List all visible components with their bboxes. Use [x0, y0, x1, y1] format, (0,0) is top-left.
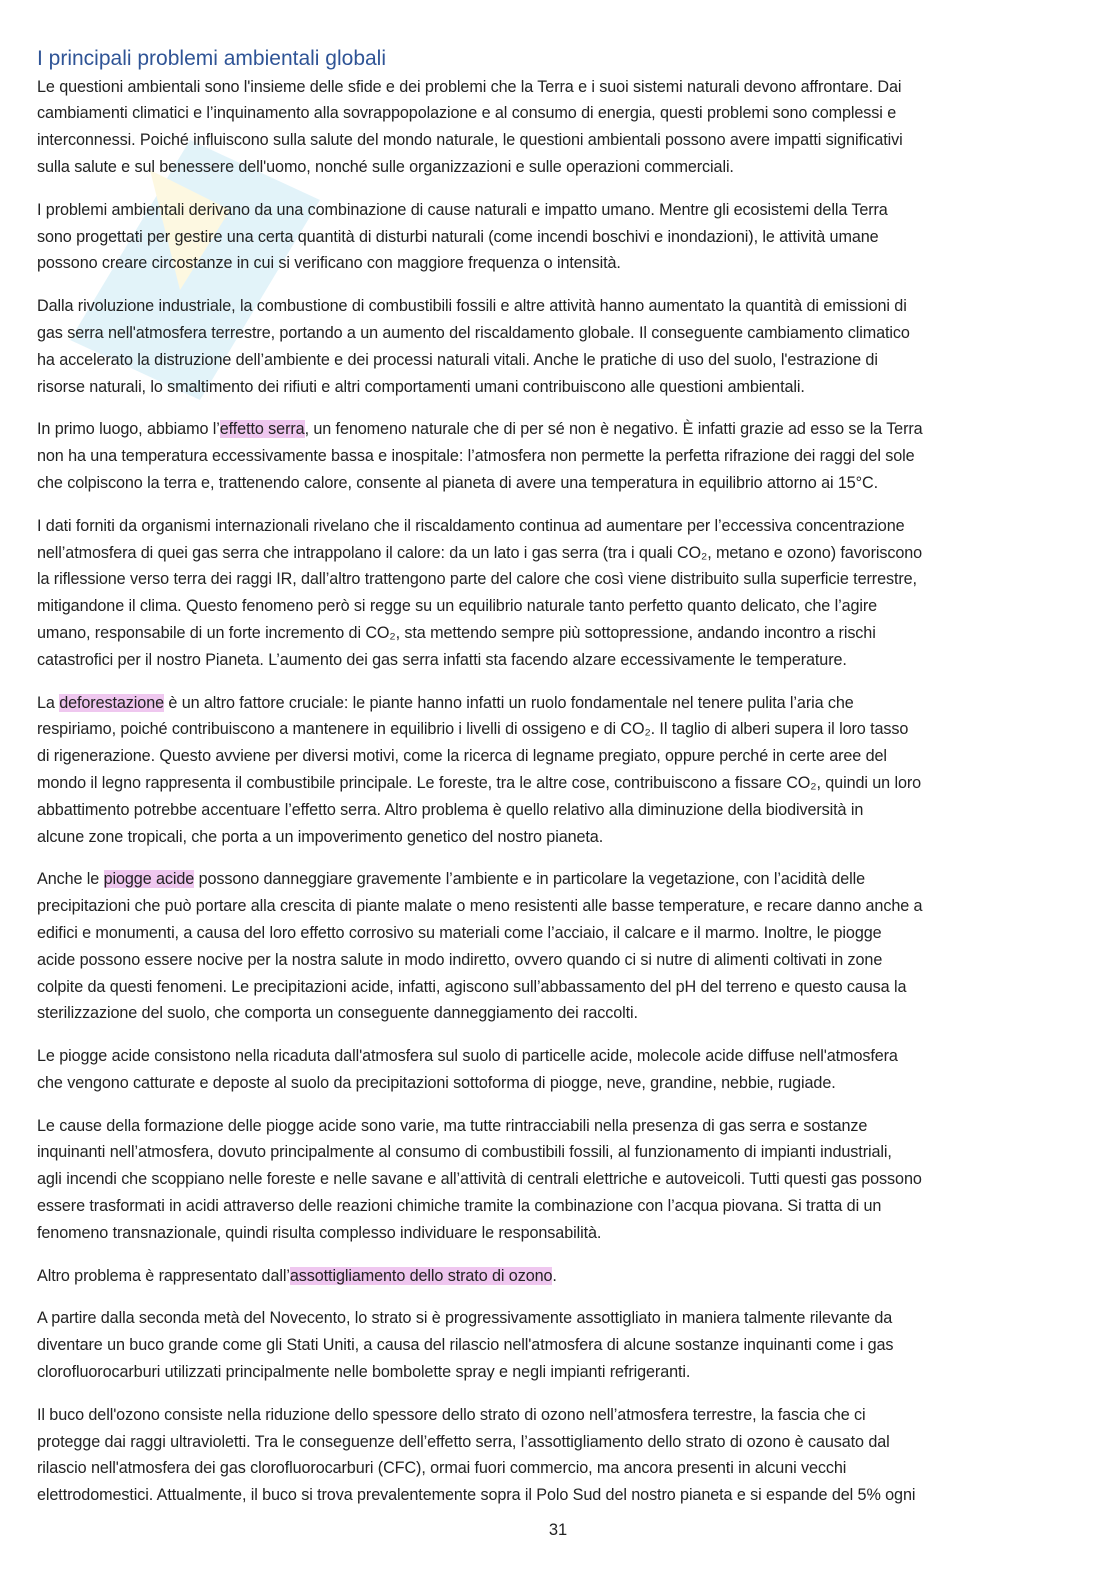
section-title: I principali problemi ambientali globali — [37, 47, 387, 70]
highlighted-term: piogge acide — [103, 870, 195, 889]
text-segment: , un fenomeno naturale che di per sé non è negativo. È infatti grazie ad esso se la Terra — [304, 420, 923, 439]
text-line: che colpiscono la terra e, trattenendo calore, consente al pianeta di avere una temperatura in equilibrio attorno ai 15°C. — [37, 473, 879, 492]
highlighted-term: deforestazione — [59, 693, 164, 712]
text-line: mitigandone il clima. Questo fenomeno però si regge su un equilibrio naturale tanto perfetto quanto delicato, che l’agire — [37, 597, 878, 616]
text-line: la riflessione verso terra dei raggi IR, dall’altro trattengono parte del calore che così viene distribuito sulla superficie terrestre, — [37, 570, 917, 589]
text-line — [37, 866, 1082, 893]
text-line: colpite da questi fenomeni. Le precipitazioni acide, infatti, agiscono sull’abbassamento del pH del terreno e questo causa la — [37, 977, 907, 996]
text-line: elettrodomestici. Attualmente, il buco si trova prevalentemente sopra il Polo Sud del nostro pianeta e si espande del 5% ogni — [37, 1486, 916, 1505]
paragraph — [37, 1402, 1082, 1509]
text-line: di rigenerazione. Questo avviene per diversi motivi, come la ricerca di legname pregiato, oppure perché in certe aree del — [37, 747, 887, 766]
paragraph — [37, 1305, 1082, 1385]
text-line: cambiamenti climatici e l’inquinamento alla sovrappopolazione e al consumo di energia, questi problemi sono complessi e — [37, 104, 897, 123]
text-line: ha accelerato la distruzione dell’ambiente e dei processi naturali vitali. Anche le pratiche di uso del suolo, l'estrazione di — [37, 350, 878, 369]
text-line: abbattimento potrebbe accentuare l’effetto serra. Altro problema è quello relativo alla diminuzione della biodiversità in — [37, 800, 864, 819]
text-line: I dati forniti da organismi internazionali rivelano che il riscaldamento continua ad aumentare per l’eccessiva concentrazione — [37, 516, 905, 535]
text-line: diventare un buco grande come gli Stati Uniti, a causa del rilascio nell'atmosfera di alcune sostanze inquinanti come i gas — [37, 1336, 894, 1355]
text-line: protegge dai raggi ultravioletti. Tra le conseguenze dell’effetto serra, l’assottigliamento dello strato di ozono è causato dal — [37, 1432, 890, 1451]
text-line: essere trasformati in acidi attraverso delle reazioni chimiche tramite la combinazione con l’acqua piovana. Si tratta di un — [37, 1197, 882, 1216]
text-line: nell’atmosfera di quei gas serra che intrappolano il calore: da un lato i gas serra (tra i quali CO₂, metano e ozono) favoriscono — [37, 543, 923, 562]
text-line: Le questioni ambientali sono l'insieme delle sfide e dei problemi che la Terra e i suoi sistemi naturali devono affrontare. Dai — [37, 77, 902, 96]
text-line: alcune zone tropicali, che porta a un impoverimento genetico del nostro pianeta. — [37, 827, 604, 846]
text-line: che vengono catturate e deposte al suolo da precipitazioni sottoforma di piogge, neve, grandine, nebbie, rugiade. — [37, 1073, 836, 1092]
text-line: mondo il legno rappresenta il combustibile principale. Le foreste, tra le altre cose, contribuiscono a fissare CO₂, quindi un loro — [37, 773, 922, 792]
text-line: sulla salute e sul benessere dell'uomo, nonché sulle organizzazioni e sulle operazioni commerciali. — [37, 157, 734, 176]
text-line: fenomeno transnazionale, quindi risulta complesso individuare le responsabilità. — [37, 1223, 602, 1242]
text-line: respiriamo, poiché contribuiscono a mantenere in equilibrio i livelli di ossigeno e di CO₂. Il taglio di alberi supera il loro tasso — [37, 720, 909, 739]
text-segment: è un altro fattore cruciale: le piante hanno infatti un ruolo fondamentale nel tenere pulita l’aria che — [164, 693, 854, 712]
text-line: acide possono essere nocive per la nostra salute in modo indiretto, ovvero quando ci si nutre di alimenti coltivati in zone — [37, 950, 883, 969]
paragraph — [37, 866, 1082, 1027]
text-line: edifici e monumenti, a causa del loro effetto corrosivo su materiali come l’acciaio, il calcare e il marmo. Inoltre, le piogge — [37, 923, 882, 942]
text-line: Dalla rivoluzione industriale, la combustione di combustibili fossili e altre attività hanno aumentato la quantità di emissioni di — [37, 297, 907, 316]
highlighted-term: effetto serra — [219, 420, 305, 439]
text-line: risorse naturali, lo smaltimento dei rifiuti e altri comportamenti umani contribuiscono alle questioni ambientali. — [37, 377, 805, 396]
text-line: Il buco dell'ozono consiste nella riduzione dello spessore dello strato di ozono nell’atmosfera terrestre, la fascia che ci — [37, 1405, 866, 1424]
text-segment: Anche le — [37, 870, 104, 889]
text-line — [37, 1263, 1082, 1290]
paragraph — [37, 416, 1082, 496]
text-line: Le cause della formazione delle piogge acide sono varie, ma tutte rintracciabili nella presenza di gas serra e sostanze — [37, 1116, 868, 1135]
highlighted-term: assottigliamento dello strato di ozono — [289, 1266, 553, 1285]
text-line: catastrofici per il nostro Pianeta. L’aumento dei gas serra infatti sta facendo alzare eccessivamente le temperature. — [37, 650, 847, 669]
text-segment: . — [552, 1266, 557, 1285]
text-line: rilascio nell'atmosfera dei gas clorofluorocarburi (CFC), ormai fuori commercio, ma ancora presenti in alcuni vecchi — [37, 1459, 847, 1478]
text-line: interconnessi. Poiché influiscono sulla salute del mondo naturale, le questioni ambientali possono avere impatti significativi — [37, 131, 903, 150]
text-line — [37, 416, 1082, 443]
paragraph — [37, 1263, 1082, 1290]
text-line: umano, responsabile di un forte incremento di CO₂, sta mettendo sempre più sottopressione, andando incontro a rischi — [37, 623, 876, 642]
text-line: agli incendi che scoppiano nelle foreste e nelle savane e all’attività di centrali elettriche e autoveicoli. Tutti questi gas possono — [37, 1170, 922, 1189]
text-line: gas serra nell'atmosfera terrestre, portando a un aumento del riscaldamento globale. Il conseguente cambiamento climatico — [37, 323, 910, 342]
text-segment: La — [37, 693, 60, 712]
paragraph — [37, 513, 1082, 674]
text-line: precipitazioni che può portare alla crescita di piante malate o meno resistenti alle basse temperature, e recare danno anche a — [37, 897, 923, 916]
text-line: non ha una temperatura eccessivamente bassa e inospitale: l’atmosfera non permette la perfetta rifrazione dei raggi del sole — [37, 447, 915, 466]
text-line: Le piogge acide consistono nella ricaduta dall'atmosfera sul suolo di particelle acide, molecole acide diffuse nell'atmosfera — [37, 1047, 898, 1066]
page-number: 31 — [548, 1521, 568, 1539]
text-line: sterilizzazione del suolo, che comporta un conseguente danneggiamento dei raccolti. — [37, 1004, 638, 1023]
text-line: sono progettati per gestire una certa quantità di disturbi naturali (come incendi boschivi e inondazioni), le attività umane — [37, 227, 879, 246]
paragraph — [37, 74, 1082, 181]
paragraph — [37, 1043, 1082, 1097]
text-line: possono creare circostanze in cui si verificano con maggiore frequenza o intensità. — [37, 254, 621, 273]
text-line: I problemi ambientali derivano da una combinazione di cause naturali e impatto umano. Mentre gli ecosistemi della Terra — [37, 200, 888, 219]
paragraph — [37, 293, 1082, 400]
text-line: inquinanti nell’atmosfera, dovuto principalmente al consumo di combustibili fossili, al funzionamento di impianti industriali, — [37, 1143, 892, 1162]
text-line: clorofluorocarburi utilizzati principalmente nelle bombolette spray e negli impianti refrigeranti. — [37, 1363, 691, 1382]
text-line — [37, 690, 1082, 717]
paragraph — [37, 197, 1082, 277]
text-line: A partire dalla seconda metà del Novecento, lo strato si è progressivamente assottigliato in maniera talmente rilevante da — [37, 1309, 893, 1328]
text-segment: Altro problema è rappresentato dall’ — [37, 1266, 290, 1285]
text-segment: In primo luogo, abbiamo l’ — [37, 420, 220, 439]
paragraph — [37, 690, 1082, 851]
paragraph — [37, 1113, 1082, 1247]
document-body — [37, 74, 1082, 1525]
text-segment: possono danneggiare gravemente l’ambiente e in particolare la vegetazione, con l’acidità delle — [194, 870, 866, 889]
